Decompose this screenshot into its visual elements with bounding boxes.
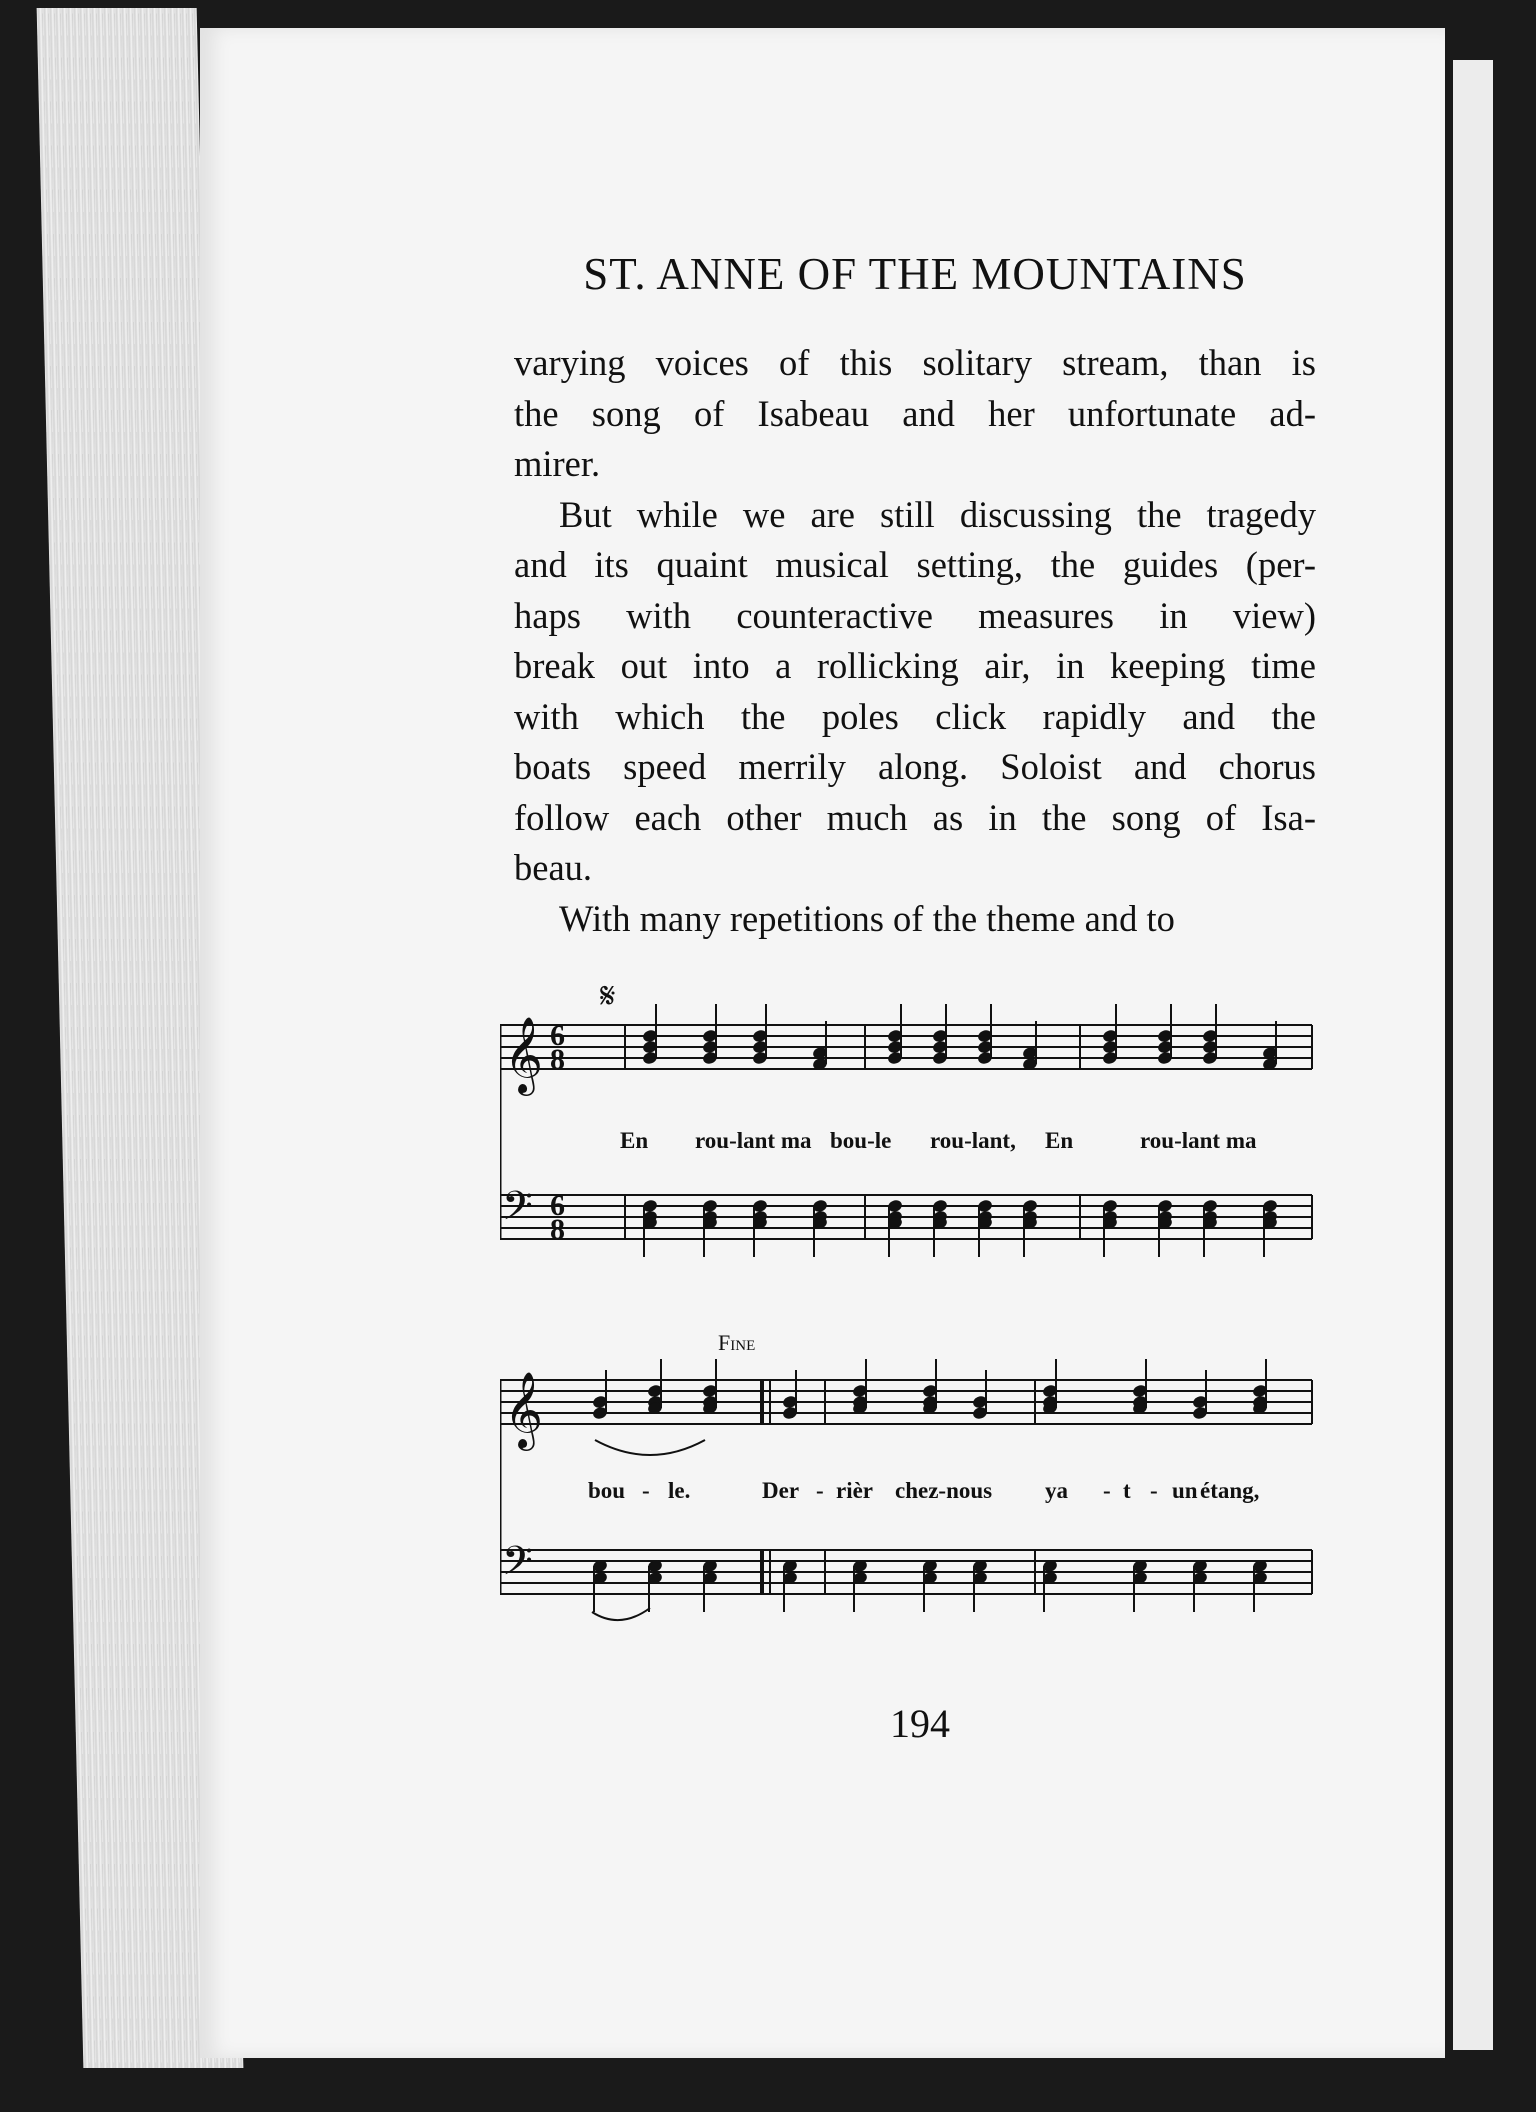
time-signature-top: 6 — [550, 1189, 565, 1222]
text-line: haps with counteractive measures in view) — [514, 594, 1316, 636]
lyric-syllable: - — [642, 1478, 650, 1503]
text-line: But while we are still discussing the tragedy — [559, 493, 1316, 535]
tie-arc — [592, 1608, 650, 1620]
text-line: mirer. — [514, 443, 601, 484]
text-line: and its quaint musical setting, the guides (per- — [514, 544, 1316, 585]
text-line: varying voices of this solitary stream, than is — [514, 342, 1316, 383]
lyric-syllable: bou-le — [830, 1128, 892, 1153]
lyric-syllable: rou-lant ma — [1140, 1128, 1257, 1153]
music-score-svg — [500, 980, 1320, 1660]
lyric-syllable: bou — [588, 1478, 626, 1503]
lyric-syllable: le. — [668, 1478, 691, 1503]
lyric-syllable: ya — [1045, 1478, 1068, 1503]
lyric-syllable: t — [1123, 1478, 1131, 1503]
treble-clef-icon: 𝄞 — [504, 1019, 544, 1092]
running-head: ST. ANNE OF THE MOUNTAINS — [583, 249, 1247, 299]
lyric-syllable: rou-lant, — [930, 1128, 1016, 1153]
lyric-syllable: En — [620, 1128, 649, 1153]
text-line: beau. — [514, 847, 593, 888]
text-line: with which the poles click rapidly and the — [514, 695, 1316, 737]
text-line: break out into a rollicking air, in keeping time — [514, 645, 1316, 686]
lyric-syllable: - — [1150, 1478, 1158, 1503]
lyric-syllable: un — [1172, 1478, 1198, 1503]
page-number: 194 — [890, 1701, 950, 1746]
time-signature-bottom: 8 — [550, 1043, 565, 1076]
treble-clef-icon: 𝄞 — [504, 1374, 544, 1447]
lyric-syllable: - — [816, 1478, 824, 1503]
music-score — [500, 980, 1320, 1665]
lyric-syllable: chez-nous — [895, 1478, 993, 1503]
lyric-syllable: rou-lant ma — [695, 1128, 812, 1153]
body-text — [514, 338, 1316, 944]
segno-sign: 𝄋 — [600, 980, 616, 1016]
fine-marking: Fine — [718, 1330, 756, 1355]
text-line: follow each other much as in the song of Isa- — [514, 796, 1316, 838]
lyric-syllable: rièr — [836, 1478, 874, 1503]
time-signature-top: 6 — [550, 1019, 565, 1052]
bass-clef-icon: 𝄢 — [502, 1540, 533, 1593]
facing-page-edge — [1453, 60, 1493, 2050]
time-signature-bottom: 8 — [550, 1213, 565, 1246]
tie-arc — [595, 1440, 705, 1455]
lyric-syllable: - — [1103, 1478, 1111, 1503]
text-line: With many repetitions of the theme and to — [559, 897, 1175, 939]
lyric-syllable: En — [1045, 1128, 1074, 1153]
lyric-syllable: Der — [762, 1478, 800, 1503]
lyric-syllable: étang, — [1200, 1478, 1260, 1503]
text-line: boats speed merrily along. Soloist and chorus — [514, 746, 1316, 787]
bass-clef-icon: 𝄢 — [502, 1185, 533, 1238]
text-line: the song of Isabeau and her unfortunate ad- — [514, 392, 1316, 434]
